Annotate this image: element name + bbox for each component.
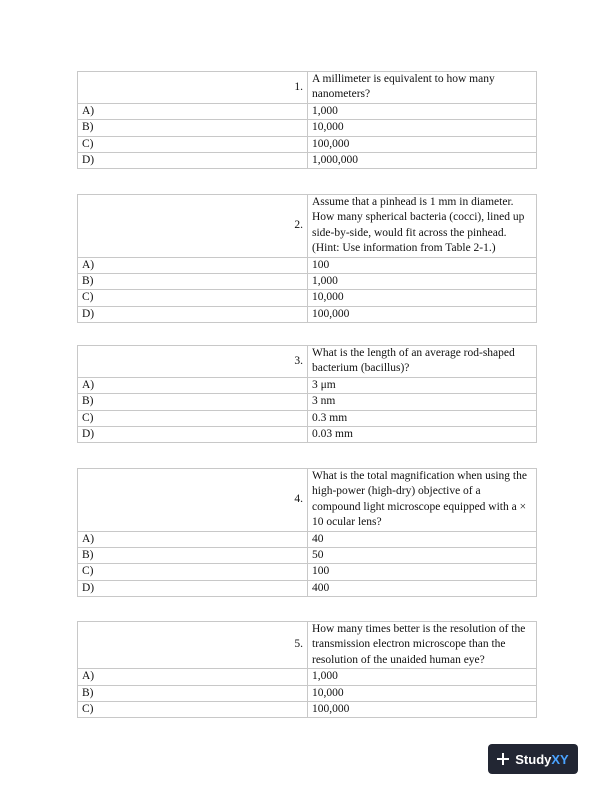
- option-row: [78, 580, 537, 596]
- option-letter: B): [78, 120, 308, 136]
- question-number: 2.: [78, 195, 308, 258]
- question-block-5: [77, 621, 537, 718]
- option-letter: C): [78, 136, 308, 152]
- option-row: [78, 377, 537, 393]
- question-text: What is the total magnification when using the high-power (high-dry) objective of a compound light microscope equipped with a × 10 ocular lens?: [308, 469, 537, 532]
- option-row: [78, 257, 537, 273]
- option-answer: 40: [308, 531, 537, 547]
- option-letter: B): [78, 685, 308, 701]
- option-letter: A): [78, 669, 308, 685]
- option-answer: 0.3 mm: [308, 410, 537, 426]
- option-row: [78, 394, 537, 410]
- question-text: What is the length of an average rod-shaped bacterium (bacillus)?: [308, 346, 537, 378]
- option-row: [78, 136, 537, 152]
- option-answer: 10,000: [308, 290, 537, 306]
- question-text: How many times better is the resolution of the transmission electron microscope than the resolution of the unaided human eye?: [308, 622, 537, 669]
- option-answer: 3 nm: [308, 394, 537, 410]
- question-number: 3.: [78, 346, 308, 378]
- question-number: 1.: [78, 72, 308, 104]
- option-answer: 100: [308, 564, 537, 580]
- option-row: [78, 669, 537, 685]
- option-row: [78, 103, 537, 119]
- question-row: [78, 346, 537, 378]
- option-answer: 3 μm: [308, 377, 537, 393]
- option-letter: A): [78, 103, 308, 119]
- option-letter: A): [78, 531, 308, 547]
- option-letter: A): [78, 377, 308, 393]
- option-answer: 400: [308, 580, 537, 596]
- option-row: [78, 153, 537, 169]
- question-block-1: [77, 71, 537, 169]
- question-number: 5.: [78, 622, 308, 669]
- option-answer: 100: [308, 257, 537, 273]
- option-row: [78, 685, 537, 701]
- option-letter: B): [78, 274, 308, 290]
- option-answer: 50: [308, 548, 537, 564]
- option-row: [78, 306, 537, 322]
- option-answer: 1,000: [308, 103, 537, 119]
- option-answer: 100,000: [308, 136, 537, 152]
- question-block-4: [77, 468, 537, 597]
- option-answer: 1,000: [308, 669, 537, 685]
- option-letter: C): [78, 410, 308, 426]
- option-row: [78, 290, 537, 306]
- option-row: [78, 531, 537, 547]
- question-row: [78, 469, 537, 532]
- logo-text-accent: XY: [551, 751, 569, 767]
- option-letter: D): [78, 153, 308, 169]
- option-letter: C): [78, 702, 308, 718]
- option-answer: 1,000,000: [308, 153, 537, 169]
- option-letter: D): [78, 306, 308, 322]
- option-letter: C): [78, 290, 308, 306]
- question-text: A millimeter is equivalent to how many nanometers?: [308, 72, 537, 104]
- option-answer: 10,000: [308, 120, 537, 136]
- question-row: [78, 622, 537, 669]
- option-row: [78, 274, 537, 290]
- question-number: 4.: [78, 469, 308, 532]
- question-row: [78, 72, 537, 104]
- studyxy-logo: [488, 744, 578, 774]
- question-row: [78, 195, 537, 258]
- option-answer: 1,000: [308, 274, 537, 290]
- option-answer: 100,000: [308, 702, 537, 718]
- option-letter: D): [78, 580, 308, 596]
- question-text: Assume that a pinhead is 1 mm in diameter. How many spherical bacteria (cocci), lined up side-by-side, would fit across the pinhead. (Hint: Use information from Table 2-1.): [308, 195, 537, 258]
- option-letter: D): [78, 427, 308, 443]
- plus-icon: [497, 753, 509, 765]
- option-letter: A): [78, 257, 308, 273]
- option-answer: 0.03 mm: [308, 427, 537, 443]
- option-row: [78, 410, 537, 426]
- option-row: [78, 702, 537, 718]
- option-answer: 100,000: [308, 306, 537, 322]
- question-block-3: [77, 345, 537, 443]
- option-letter: C): [78, 564, 308, 580]
- option-letter: B): [78, 548, 308, 564]
- option-letter: B): [78, 394, 308, 410]
- logo-text-main: Study: [515, 751, 552, 767]
- option-answer: 10,000: [308, 685, 537, 701]
- option-row: [78, 548, 537, 564]
- option-row: [78, 120, 537, 136]
- question-block-2: [77, 194, 537, 323]
- option-row: [78, 564, 537, 580]
- option-row: [78, 427, 537, 443]
